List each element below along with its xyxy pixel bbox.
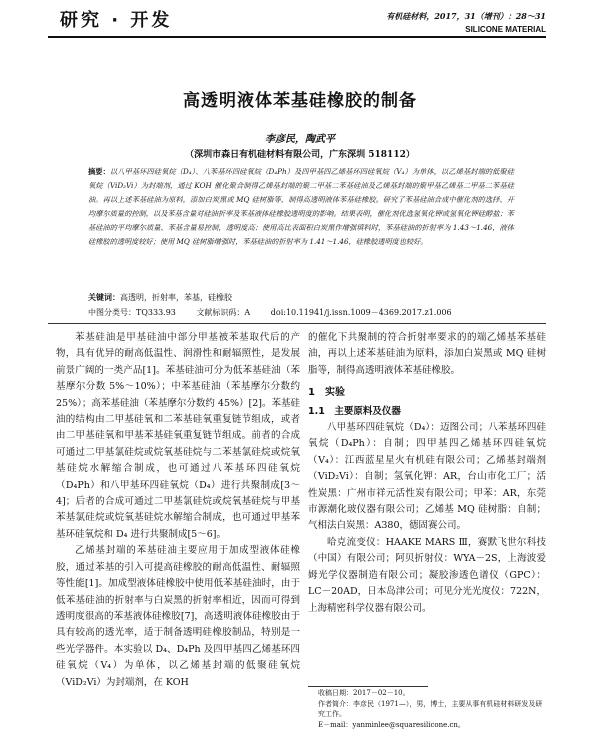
subsection-heading: 1.1 主要原料及仪器 <box>308 405 401 417</box>
paper-authors: 李彦民，陶武平 <box>265 134 335 145</box>
header-rule <box>48 36 546 38</box>
footnote-received: 收稿日期：2017－02－10。 <box>318 689 410 697</box>
paper-affiliation: （深圳市森日有机硅材料有限公司，广东深圳 518112） <box>185 150 415 160</box>
abstract-rule <box>48 323 546 324</box>
section-heading: 1 实验 <box>308 387 345 399</box>
body-left-column <box>56 330 300 691</box>
paper-title: 高透明液体苯基硅橡胶的制备 <box>183 91 417 111</box>
body-right-column <box>308 330 546 617</box>
body-paragraph: 的催化下共聚制的符合折射率要求的的端乙烯基苯基硅油，再以上述苯基硅油为原料，添加白炭黑或 MQ 硅树脂等，制得高透明液体苯基硅橡胶。 <box>308 332 546 376</box>
footnote-rule <box>308 686 428 687</box>
classification-line <box>88 306 514 319</box>
section-header: 研究 · 开发 <box>60 10 173 31</box>
footnote-author-bio: 作者简介：李彦民（1971—），男，博士，主要从事有机硅材料研发及研究工作。 <box>318 699 543 718</box>
keywords-label: 关键词： <box>88 293 120 302</box>
abstract-text: 以八甲基环四硅氧烷（D₄）、八苯基环四硅氧烷（D₄Ph）及四甲基四乙烯基环四硅氧烷（V₄）为单体，以乙烯基封端的低聚硅氧烷（ViD₂Vi）为封端剂，通过 KOH 催化聚合制得乙烯基封端的聚二甲基二苯基硅油及乙烯基封端的聚甲基乙烯基二甲基二苯基硅油。再以上述苯基硅油为原料，添加白炭黑或 MQ 硅树脂等，制得高透明液体苯基硅橡胶。研究了苯基硅油合成中催化剂的选择、开均摩尔质量的控制，以及苯基含量对硅油折率及苯基液体硅橡胶透明度的影响。结果表明，催化剂优选氢氧化钾或氢氧化钾硅醇盐；苯基硅油的平均摩尔质量、苯基含量易控制，透明度高；使用高比表面积白炭黑作增强填料时，苯基硅油的折射率为 1.43～1.46，液体硅橡胶的透明度较好；使用 MQ 硅树脂增强时，苯基硅油的折射率为 1.41～1.46，硅橡胶透明度也较好。 <box>88 167 514 246</box>
abstract-label: 摘要： <box>88 167 110 176</box>
instruments-paragraph: 哈克流变仪：HAAKE MARS Ⅲ，赛默飞世尔科技（中国）有限公司；阿贝折射仪：WYA－2S，上海波爱姆光学仪器制造有限公司；凝胶渗透色谱仪（GPC）：LC－20AD，日本岛津公司；可见分光光度仪：722N，上海精密科学仪器有限公司。 <box>308 536 546 614</box>
abstract <box>88 165 514 249</box>
keywords-text: 高透明，折射率，苯基，硅橡胶 <box>120 293 232 302</box>
document-code: 文献标识码：A <box>196 308 251 317</box>
footnote <box>318 688 544 730</box>
doi: doi:10.11941/j.issn.1009－4369.2017.z1.006 <box>270 308 452 317</box>
journal-citation: 有机硅材料，2017，31（增刊）：28～31 <box>386 11 546 21</box>
body-paragraph: 苯基硅油是甲基硅油中部分甲基被苯基取代后的产物，具有优异的耐高低温性、润滑性和耐辐照性，是发展前景广阔的一类产品[1]。苯基硅油可分为低苯基硅油（苯基摩尔分数 5%～10%）；中苯基硅油（苯基摩尔分数约 25%）；高苯基硅油（苯基摩尔分数约 45%）[2]。苯基硅油的结构由二甲基硅氧和二苯基硅氧重复链节组成，或者由二甲基硅氧和甲基苯基硅氧重复链节组成。前者的合成可通过二甲基氯硅烷或烷氧基硅烷与二苯基氯硅烷或烷氧基硅烷水解缩合制成，也可通过八苯基环四硅氧烷（D₄Ph）和八甲基环四硅氧烷（D₄）进行共聚制成[3～4]；后者的合成可通过二甲基氯硅烷或烷氧基硅烷与甲基苯基氯硅烷或烷氧基硅烷水解缩合制成，也可通过甲基苯基环硅氧烷和 D₄ 进行共聚制成[5～6]。 <box>56 332 300 540</box>
journal-name-en: SILICONE MATERIAL <box>465 25 546 34</box>
clc-number: 中图分类号：TQ333.93 <box>88 308 176 317</box>
journal-header <box>386 10 546 36</box>
footnote-email: E－mail：yanminlee@squaresilicone.cn。 <box>318 720 465 729</box>
keywords <box>88 291 514 304</box>
body-paragraph: 乙烯基封端的苯基硅油主要应用于加成型液体硅橡胶，通过苯基的引入可提高硅橡胶的耐高低温性、耐辐照等性能[1]。加成型液体硅橡胶中使用低苯基硅油时，由于低苯基硅油的折射率与白炭黑的折射率相近，因而可得到透明度很高的苯基液体硅橡胶[7]，高透明液体硅橡胶由于具有较高的透光率，适于制备透明硅橡胶制品，特别是一些光学器件。本实验以 D₄、D₄Ph 及四甲基四乙烯基环四硅氧烷（V₄）为单体，以乙烯基封端的低聚硅氧烷（ViD₂Vi）为封端剂，在 KOH <box>56 545 300 688</box>
materials-paragraph: 八甲基环四硅氧烷（D₄）：迈图公司；八苯基环四硅氧烷（D₄Ph）：自制；四甲基四乙烯基环四硅氧烷（V₄）：江西蓝星星火有机硅有限公司；乙烯基封端剂（ViD₂Vi）：自制；氢氧化钾：AR，台山市化工厂；活性炭黑：广州市祥元活性炭有限公司；甲苯：AR，东莞市源潮化玻仪器有限公司；乙烯基 MQ 硅树脂：自制；气相法白炭黑：A380，德固赛公司。 <box>308 422 546 532</box>
